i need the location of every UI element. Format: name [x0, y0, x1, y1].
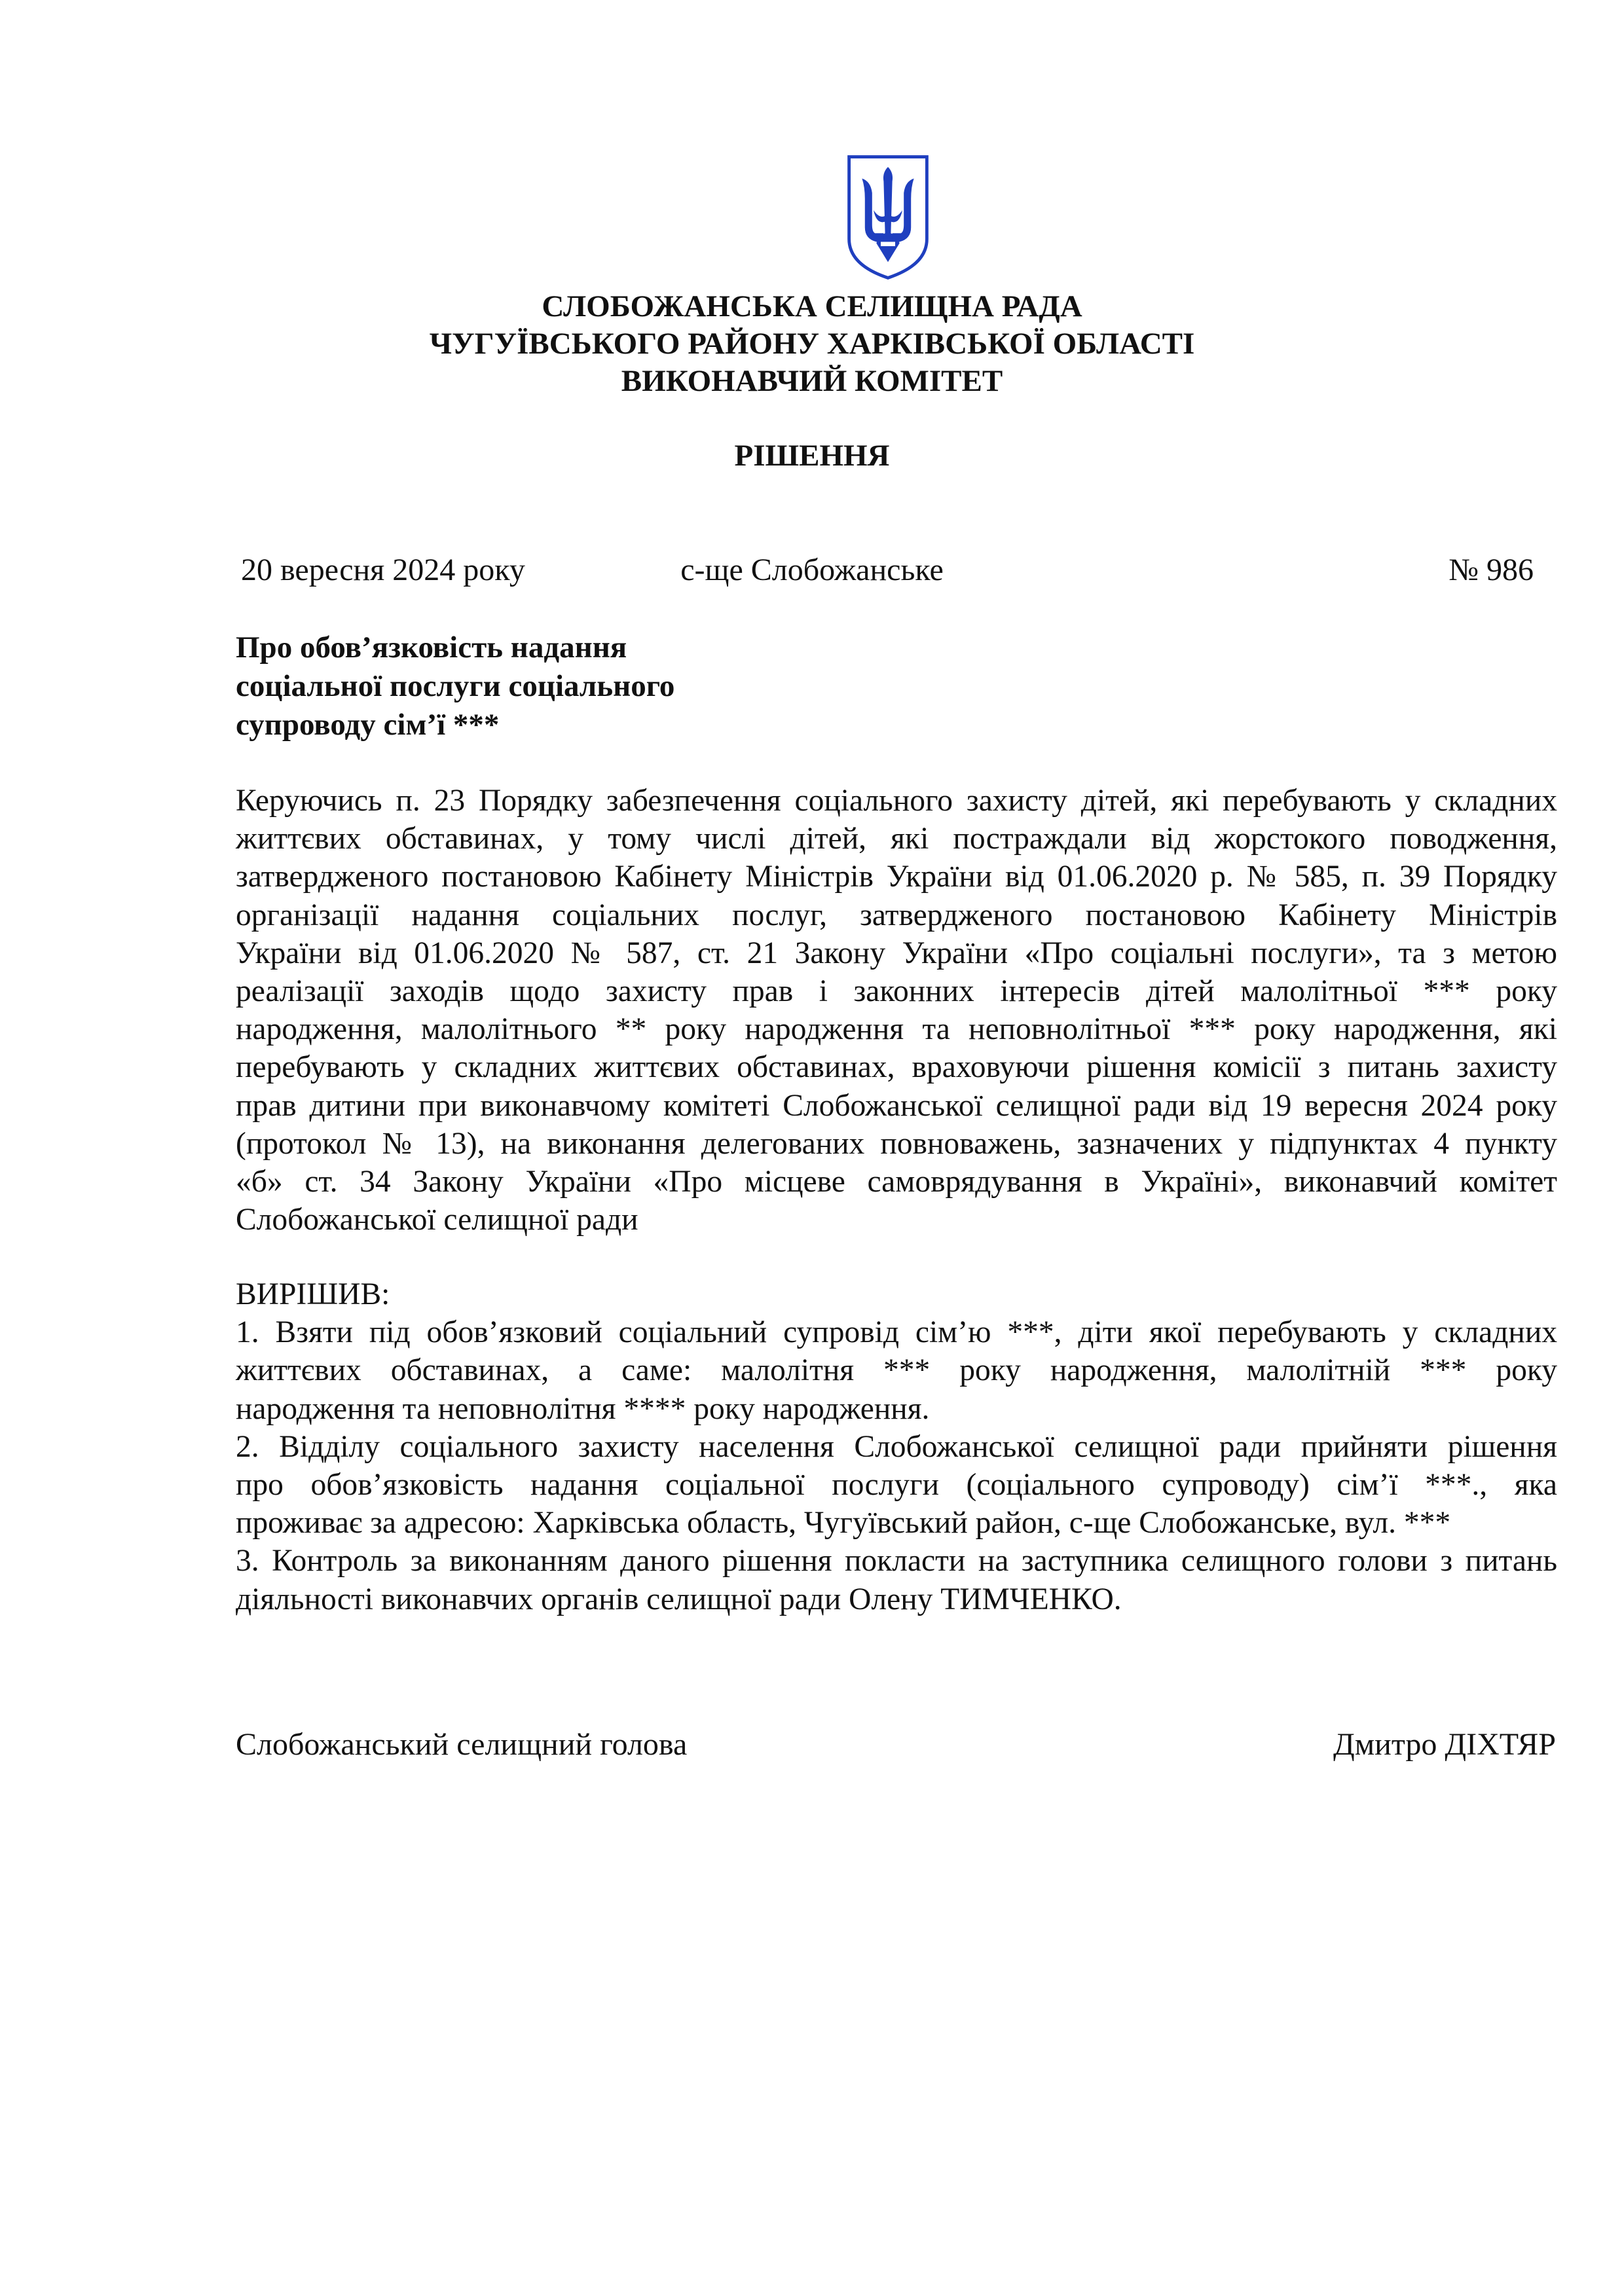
document-place: с-ще Слобожанське: [680, 553, 944, 587]
preamble-line: організації надання соціальних послуг, затвердженого постановою Кабінету Міністрів: [236, 898, 1557, 932]
subject-line: соціальної послуги соціального: [236, 669, 675, 703]
subject-block: [236, 629, 825, 744]
header-district-region: ЧУГУЇВСЬКОГО РАЙОНУ ХАРКІВСЬКОЇ ОБЛАСТІ: [429, 327, 1195, 361]
decision-line: життєвих обставинах, а саме: малолітня *** року народження, малолітній *** року: [236, 1353, 1557, 1388]
header-executive-committee: ВИКОНАВЧИЙ КОМІТЕТ: [621, 364, 1003, 398]
preamble-line: прав дитини при виконавчому комітеті Слобожанської селищної ради від 19 вересня 2024 року: [236, 1088, 1557, 1123]
preamble-line: України від 01.06.2020 № 587, ст. 21 Закону України «Про соціальні послуги», та з метою: [236, 936, 1557, 970]
subject-line: супроводу сім’ї ***: [236, 708, 500, 742]
subject-line: Про обов’язковість надання: [236, 630, 627, 665]
coat-of-arms-trident-icon: [845, 152, 931, 283]
decision-section: [236, 1275, 1557, 1618]
preamble-line: затвердженого постановою Кабінету Міністрів України від 01.06.2020 р. № 585, п. 39 Порядку: [236, 860, 1557, 894]
decision-line: проживає за адресою: Харківська область, Чугуївський район, с-ще Слобожанське, вул. ***: [236, 1506, 1451, 1540]
document-date: 20 вересня 2024 року: [241, 553, 525, 587]
decision-line: 2. Відділу соціального захисту населення Слобожанської селищної ради прийняти рішення: [236, 1429, 1557, 1464]
decision-line: 3. Контроль за виконанням даного рішення покласти на заступника селищного голови з питань: [236, 1544, 1557, 1578]
document-number: № 986: [1449, 553, 1534, 587]
decision-line: діяльності виконавчих органів селищної ради Олену ТИМЧЕНКО.: [236, 1582, 1122, 1616]
decision-line: народження та неповнолітня **** року народження.: [236, 1391, 930, 1426]
preamble-line: Слобожанської селищної ради: [236, 1203, 638, 1237]
decision-line: 1. Взяти під обов’язковий соціальний супровід сім’ю ***, діти якої перебувають у складних: [236, 1315, 1557, 1350]
decision-line: про обов’язковість надання соціальної послуги (соціального супроводу) сім’ї ***., яка: [236, 1468, 1557, 1503]
document-title: РІШЕННЯ: [734, 439, 890, 473]
preamble-line: (протокол № 13), на виконання делегованих повноважень, зазначених у підпунктах 4 пункту: [236, 1126, 1557, 1161]
preamble-line: життєвих обставинах, у тому числі дітей, які постраждали від жорстокого поводження,: [236, 822, 1557, 856]
preamble-line: реалізації заходів щодо захисту прав і законних інтересів дітей малолітньої *** року: [236, 974, 1557, 1009]
decided-heading: ВИРІШИВ:: [236, 1277, 390, 1311]
preamble-line: перебувають у складних життєвих обставинах, враховуючи рішення комісії з питань захисту: [236, 1050, 1557, 1085]
signatory-name: Дмитро ДІХТЯР: [1333, 1727, 1556, 1762]
header-council-name: СЛОБОЖАНСЬКА СЕЛИЩНА РАДА: [542, 289, 1082, 323]
preamble-paragraph: [236, 782, 1557, 1239]
preamble-line: Керуючись п. 23 Порядку забезпечення соціального захисту дітей, які перебувають у складних: [236, 784, 1557, 818]
preamble-line: народження, малолітнього ** року народження та неповнолітньої *** року народження, які: [236, 1012, 1557, 1047]
authority-header: [0, 288, 1624, 400]
preamble-line: «б» ст. 34 Закону України «Про місцеве самоврядування в Україні», виконавчий комітет: [236, 1165, 1557, 1199]
signatory-position: Слобожанський селищний голова: [236, 1727, 688, 1762]
